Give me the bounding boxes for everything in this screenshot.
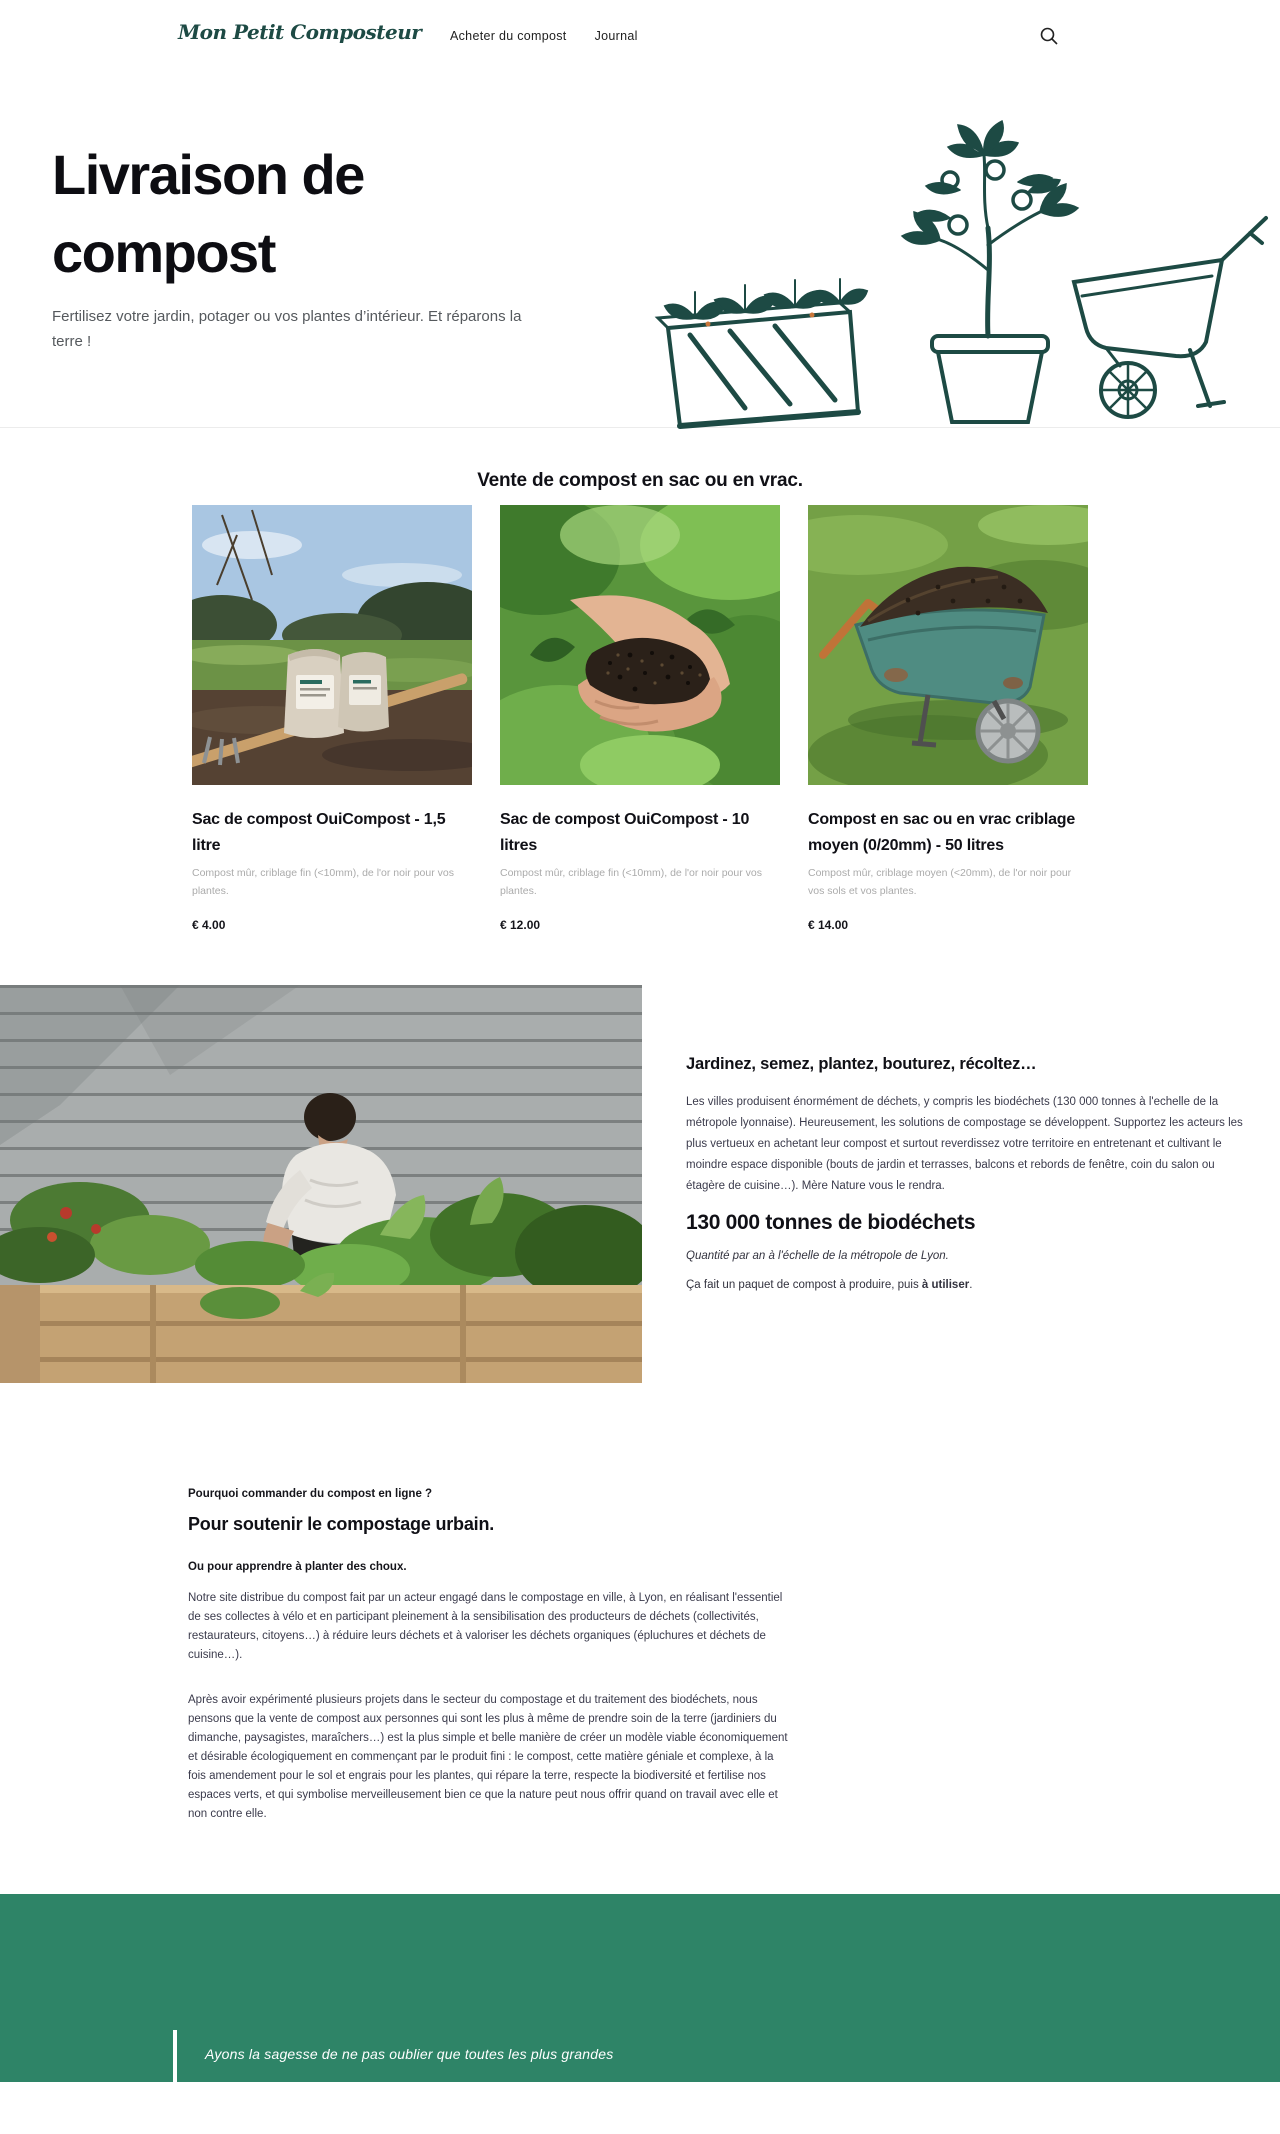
nav-link-journal[interactable]: Journal — [594, 29, 638, 43]
garden-illustration — [650, 60, 1270, 430]
feature-paragraph: Les villes produisent énormément de déchets, y compris les biodéchets (130 000 tonnes à l'echelle de la métropole lyonnaise). Heureusement, les solutions de compostage se développent. Supportez les acteurs les plus vertueux en achetant leur compost et surtout reverdissez votre territoire en entretenant et cultivant le moindre espace disponible (bouts de jardin et terrasses, balcons et rebords de fenêtre, coin du salon ou étagère de cuisine…). Mère Nature vous le rendra. — [686, 1096, 1243, 1192]
products-section — [0, 428, 1280, 932]
hero-subtitle: Fertilisez votre jardin, potager ou vos plantes d’intérieur. Et réparons la terre ! — [52, 308, 522, 350]
wheelbarrow-icon — [1074, 218, 1266, 417]
feature-section — [0, 985, 1280, 1383]
why-paragraph-2: Après avoir expérimenté plusieurs projets dans le secteur du compostage et du traitement des biodéchets, nous pensons que la vente de compost aux personnes qui sont les plus à même de prendre soin de la terre (jardiniers du dimanche, paysagistes, maraîchers…) est la plus simple et belle manière de créer un modèle viable économiquement et désirable écologiquement en commençant par le produit fini : le compost, cette matière géniale et complexe, à la fois amendement pour le sol et engrais pour les plantes, qui répare la terre, respecte la biodiversité et fertilise nos espaces verts, et qui symbolise merveilleusement bien ce que la nature peut nous offrir quand on travail avec elle et non contre elle. — [188, 1694, 788, 1820]
product-description: Compost mûr, criblage fin (<10mm), de l'or noir pour vos plantes. — [192, 867, 454, 897]
product-price: € 12.00 — [500, 918, 541, 932]
feature-heading: Jardinez, semez, plantez, bouturez, récoltez… — [686, 1055, 1037, 1073]
product-grid — [192, 505, 1088, 932]
nav-link-acheter-du-compost[interactable]: Acheter du compost — [450, 29, 567, 43]
feature-text-block — [642, 985, 1262, 1383]
why-kicker: Pourquoi commander du compost en ligne ? — [188, 1488, 433, 1500]
gardener-photo — [0, 985, 642, 1383]
site-header — [0, 0, 1280, 74]
product-image-hands-compost[interactable] — [500, 505, 780, 785]
stat-heading: 130 000 tonnes de biodéchets — [686, 1211, 976, 1234]
quote-text: Ayons la sagesse de ne pas oublier que toutes les plus grandes — [205, 2046, 614, 2062]
product-description: Compost mûr, criblage fin (<10mm), de l'or noir pour vos plantes. — [500, 867, 762, 897]
product-title[interactable]: Sac de compost OuiCompost - 10 litres — [500, 811, 750, 854]
product-card[interactable] — [808, 505, 1088, 932]
quote-bar — [173, 2030, 177, 2082]
product-card[interactable] — [500, 505, 780, 932]
page-title: Livraison de compost — [52, 143, 364, 284]
closing-line: Ça fait un paquet de compost à produire, puis à utiliser. — [686, 1279, 973, 1291]
why-paragraph-1: Notre site distribue du compost fait par un acteur engagé dans le compostage en ville, à Lyon, en réalisant l'essentiel de ses collectes à vélo et en participant pleinement à la sensibilisation des producteurs de déchets (collectivités, restaurateurs, citoyens…) à réduire leurs déchets et à valoriser les déchets organiques (épluchures et déchets de cuisine…). — [188, 1592, 783, 1661]
footer-quote-section — [0, 1894, 1280, 2082]
product-image-compost-bags[interactable] — [192, 505, 472, 785]
stat-caption: Quantité par an à l'échelle de la métropole de Lyon. — [686, 1250, 949, 1262]
product-description: Compost mûr, criblage moyen (<20mm), de l'or noir pour vos sols et vos plantes. — [808, 867, 1072, 897]
search-icon[interactable] — [1038, 26, 1060, 48]
main-nav — [450, 29, 638, 43]
product-title[interactable]: Sac de compost OuiCompost - 1,5 litre — [192, 811, 446, 854]
quote-block — [173, 2030, 1280, 2082]
product-title[interactable]: Compost en sac ou en vrac criblage moyen (0/20mm) - 50 litres — [808, 811, 1076, 854]
products-section-title: Vente de compost en sac ou en vrac. — [477, 470, 803, 491]
product-price: € 4.00 — [192, 918, 226, 932]
why-subkicker: Ou pour apprendre à planter des choux. — [188, 1561, 407, 1573]
planter-crate-icon — [658, 303, 858, 426]
why-heading: Pour soutenir le compostage urbain. — [188, 1514, 495, 1534]
product-image-wheelbarrow[interactable] — [808, 505, 1088, 785]
product-card[interactable] — [192, 505, 472, 932]
hero-section — [0, 74, 1280, 428]
a-utiliser-link[interactable]: à utiliser — [921, 1279, 970, 1291]
product-price: € 14.00 — [808, 918, 849, 932]
why-section — [188, 1488, 788, 1824]
brand-logo[interactable]: Mon Petit Composteur — [178, 20, 422, 44]
